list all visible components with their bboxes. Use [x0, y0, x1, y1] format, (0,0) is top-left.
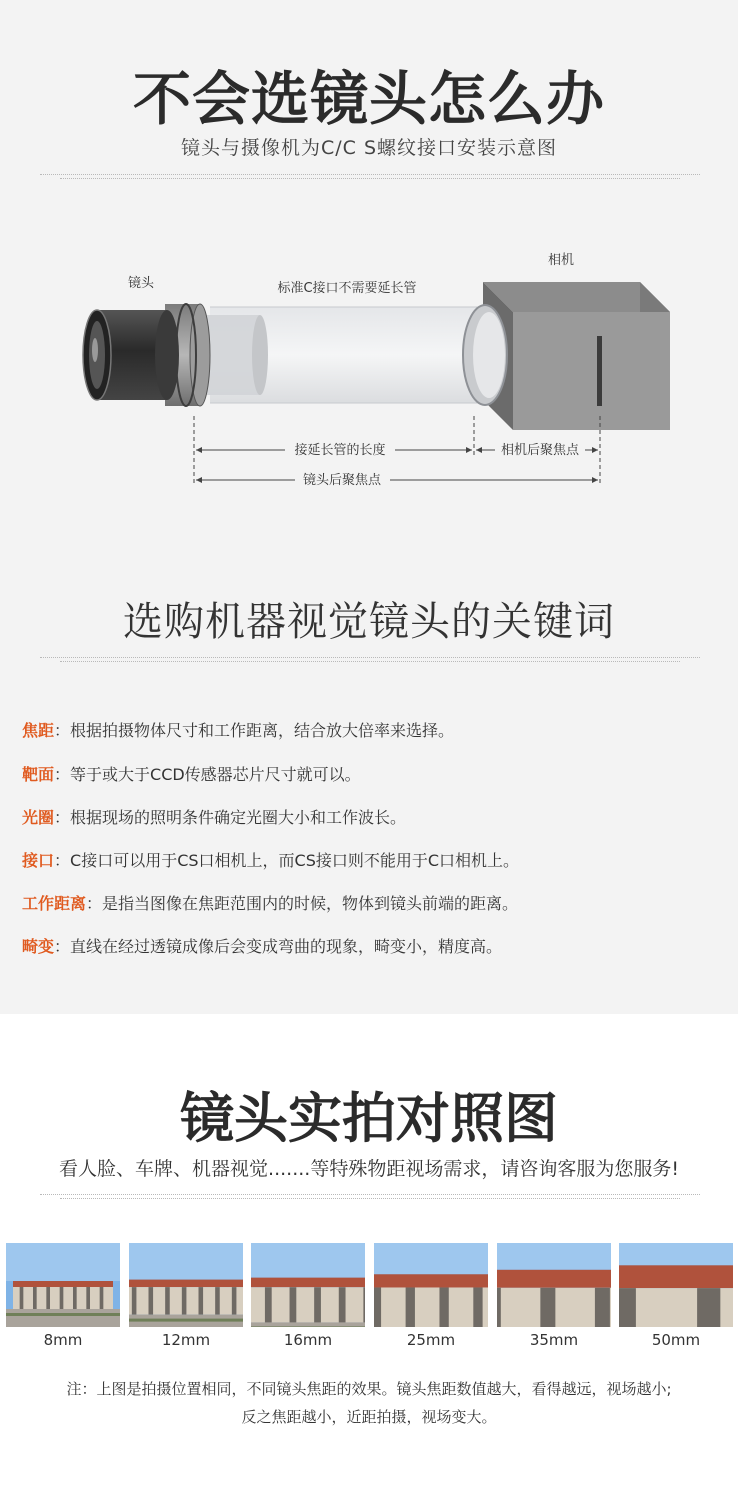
extension-length-label: 接延长管的长度 — [294, 443, 386, 458]
dotted-divider — [40, 655, 700, 665]
focal-sample-photo — [374, 1243, 488, 1327]
keyword-item-distortion: 畸变：直线在经过透镜成像后会变成弯曲的现象，畸变小，精度高。 — [22, 937, 503, 956]
keyword-item-sensor-size: 靶面：等于或大于CCD传感器芯片尺寸就可以。 — [22, 765, 361, 784]
focal-sample-photo — [129, 1243, 243, 1327]
keyword-item-mount: 接口：C接口可以用于CS口相机上，而CS接口则不能用于C口相机上。 — [22, 851, 520, 870]
focal-length-label: 25mm — [406, 1331, 456, 1349]
dotted-divider — [40, 1192, 700, 1202]
comparison-note-line1: 注：上图是拍摄位置相同，不同镜头焦距的效果。镜头焦距数值越大，看得越远，视场越小; — [66, 1380, 672, 1398]
mount-diagram-subtitle: 镜头与摄像机为C/C S螺纹接口安装示意图 — [180, 137, 558, 159]
keyword-item-focal-length: 焦距：根据拍摄物体尺寸和工作距离，结合放大倍率来选择。 — [22, 721, 455, 740]
lens-back-focus-label: 镜头后聚焦点 — [302, 473, 382, 488]
focal-sample-photo — [619, 1243, 733, 1327]
focal-length-label: 16mm — [283, 1331, 333, 1349]
focal-sample-photo — [497, 1243, 611, 1327]
lens-body — [83, 304, 268, 406]
comparison-note-line2: 反之焦距越小，近距拍摄，视场变大。 — [241, 1408, 497, 1426]
focal-length-label: 35mm — [529, 1331, 579, 1349]
lens-label: 镜头 — [127, 276, 155, 291]
focal-length-label: 50mm — [651, 1331, 701, 1349]
camera-back-focus-label: 相机后聚焦点 — [500, 443, 580, 458]
dotted-divider — [40, 172, 700, 182]
keyword-item-aperture: 光圈：根据现场的照明条件确定光圈大小和工作波长。 — [22, 808, 407, 827]
section-title-how-to-choose: 不会选镜头怎么办 — [132, 65, 605, 133]
lens-mount-diagram — [0, 230, 738, 500]
keyword-item-working-distance: 工作距离：是指当图像在焦距范围内的时候，物体到镜头前端的距离。 — [22, 894, 519, 913]
focal-length-label: 12mm — [161, 1331, 211, 1349]
focal-sample-photo — [251, 1243, 365, 1327]
standard-tube-label: 标准C接口不需要延长管 — [277, 281, 417, 296]
camera-label: 相机 — [547, 253, 575, 268]
camera-body — [483, 282, 670, 430]
section-title-sample-comparison: 镜头实拍对照图 — [180, 1087, 558, 1150]
focal-length-label: 8mm — [43, 1331, 83, 1349]
focal-sample-photo — [6, 1243, 120, 1327]
section-title-keywords: 选购机器视觉镜头的关键词 — [123, 599, 615, 645]
sample-comparison-subtitle: 看人脸、车牌、机器视觉.......等特殊物距视场需求，请咨询客服为您服务! — [59, 1158, 679, 1180]
